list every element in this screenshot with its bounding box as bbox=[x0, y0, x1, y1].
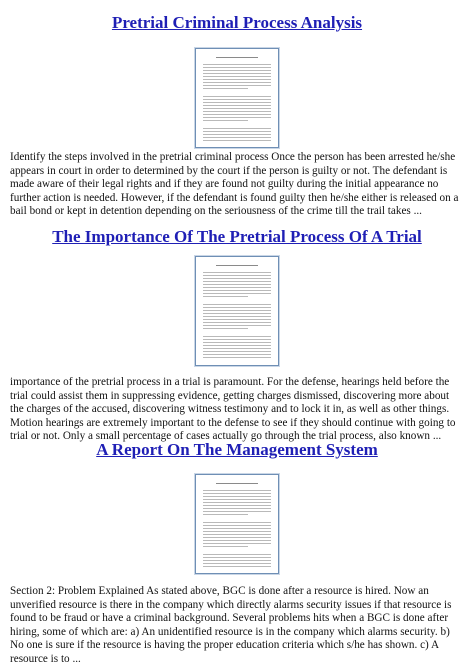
thumbnail-heading-line bbox=[216, 57, 258, 58]
thumbnail-text-line bbox=[203, 304, 271, 305]
thumbnail-text-line bbox=[203, 528, 271, 529]
document-page-thumbnail-icon[interactable] bbox=[195, 474, 279, 574]
thumbnail-text-line bbox=[203, 348, 271, 349]
thumbnail-text-line bbox=[203, 566, 271, 567]
thumbnail-text-line bbox=[203, 490, 271, 491]
article-summary: Section 2: Problem Explained As stated above, BGC is done after a resource is hired. Now an unverified resource is there in the company which directly alarms security issues if that resource is found to be fraud or have a criminal background. Several problems hits when a BGC is done after hiring, some of which are: a) An unidentified resource is in the company which alarms security. b) No one is sure if the resource is having the proper education criteria which s/he has shown. c) A resource is to ... bbox=[10, 585, 452, 665]
thumbnail-text-line bbox=[203, 293, 271, 294]
thumbnail-text-line bbox=[203, 272, 271, 273]
thumbnail-text-line bbox=[203, 307, 271, 308]
thumbnail-text-line bbox=[203, 275, 271, 276]
thumbnail-text-line bbox=[203, 322, 271, 323]
thumbnail-text-line bbox=[203, 70, 271, 71]
thumbnail-text-line bbox=[203, 511, 271, 512]
thumbnail-text-line bbox=[203, 540, 271, 541]
thumbnail-text-line bbox=[203, 76, 271, 77]
thumbnail-text-line bbox=[203, 499, 271, 500]
thumbnail-text-line bbox=[203, 296, 248, 297]
thumbnail-text-line bbox=[203, 339, 271, 340]
thumbnail-text-line bbox=[203, 284, 271, 285]
article-title-link[interactable]: The Importance Of The Pretrial Process Of A Trial bbox=[52, 227, 422, 246]
thumbnail-text-line bbox=[203, 67, 271, 68]
thumbnail-text-line bbox=[203, 557, 271, 558]
thumbnail-text-line bbox=[203, 290, 271, 291]
thumbnail-text-line bbox=[203, 505, 271, 506]
thumbnail-text-line bbox=[203, 319, 271, 320]
thumbnail-heading-line bbox=[216, 265, 258, 266]
thumbnail-text-line bbox=[203, 99, 271, 100]
thumbnail-text-line bbox=[203, 563, 271, 564]
thumbnail-text-line bbox=[203, 278, 271, 279]
article-summary: importance of the pretrial process in a trial is paramount. For the defense, hearings held before the trial could assist them in suppressing evidence, getting charges dismissed, discovering more about the charges of the accused, discovering witness testimony and to lock it in, as well as other things. Motion hearings are extremely important to the defense to see if they should continue with going to trial or not. Only a small percentage of cases actually go through the trial process, also known ... bbox=[10, 376, 456, 443]
thumbnail-text-line bbox=[203, 137, 271, 138]
thumbnail-text-line bbox=[203, 354, 271, 355]
thumbnail-text-line bbox=[203, 281, 271, 282]
thumbnail-text-line bbox=[203, 96, 271, 97]
thumbnail-text-line bbox=[203, 134, 271, 135]
thumbnail-text-line bbox=[203, 560, 271, 561]
thumbnail-text-line bbox=[203, 73, 271, 74]
thumbnail-text-line bbox=[203, 85, 271, 86]
article-title-link[interactable]: A Report On The Management System bbox=[96, 440, 378, 459]
thumbnail-text-line bbox=[203, 120, 248, 121]
thumbnail-text-line bbox=[203, 102, 271, 103]
thumbnail-text-line bbox=[203, 64, 271, 65]
thumbnail-text-line bbox=[203, 313, 271, 314]
thumbnail-text-line bbox=[203, 537, 271, 538]
thumbnail-text-line bbox=[203, 522, 271, 523]
thumbnail-text-line bbox=[203, 543, 271, 544]
document-page-thumbnail-icon[interactable] bbox=[195, 48, 279, 148]
thumbnail-text-line bbox=[203, 310, 271, 311]
thumbnail-text-line bbox=[203, 316, 271, 317]
article-title-link[interactable]: Pretrial Criminal Process Analysis bbox=[111, 13, 363, 32]
thumbnail-text-line bbox=[203, 108, 271, 109]
thumbnail-text-line bbox=[203, 131, 271, 132]
thumbnail-text-line bbox=[203, 351, 271, 352]
thumbnail-text-line bbox=[203, 493, 271, 494]
thumbnail-text-line bbox=[203, 508, 271, 509]
thumbnail-text-line bbox=[203, 336, 271, 337]
thumbnail-text-line bbox=[203, 514, 248, 515]
thumbnail-text-line bbox=[203, 287, 271, 288]
thumbnail-text-line bbox=[203, 325, 271, 326]
thumbnail-text-line bbox=[203, 105, 271, 106]
thumbnail-text-line bbox=[203, 357, 271, 358]
thumbnail-text-line bbox=[203, 531, 271, 532]
thumbnail-text-line bbox=[203, 554, 271, 555]
article-summary: Identify the steps involved in the pretrial criminal process Once the person has been arrested he/she appears in court in order to determined by the court if the person is guilty or not. The defendant is made aware of their legal rights and if they are found not guilty during the initial appearance no further action is needed. However, if the defendant is found guilty then he/she either is released on a bail bond or kept in detention depending on the seriousness of the crime till the trail takes ... bbox=[10, 151, 459, 218]
thumbnail-text-line bbox=[203, 534, 271, 535]
thumbnail-text-line bbox=[203, 140, 271, 141]
thumbnail-text-line bbox=[203, 79, 271, 80]
thumbnail-text-line bbox=[203, 328, 248, 329]
thumbnail-text-line bbox=[203, 342, 271, 343]
thumbnail-text-line bbox=[203, 546, 248, 547]
thumbnail-text-line bbox=[203, 502, 271, 503]
thumbnail-text-line bbox=[203, 88, 248, 89]
thumbnail-heading-line bbox=[216, 483, 258, 484]
thumbnail-text-line bbox=[203, 128, 271, 129]
thumbnail-text-line bbox=[203, 82, 271, 83]
thumbnail-text-line bbox=[203, 525, 271, 526]
thumbnail-text-line bbox=[203, 117, 271, 118]
thumbnail-text-line bbox=[203, 114, 271, 115]
thumbnail-text-line bbox=[203, 496, 271, 497]
thumbnail-text-line bbox=[203, 345, 271, 346]
document-page-thumbnail-icon[interactable] bbox=[195, 256, 279, 366]
thumbnail-text-line bbox=[203, 111, 271, 112]
